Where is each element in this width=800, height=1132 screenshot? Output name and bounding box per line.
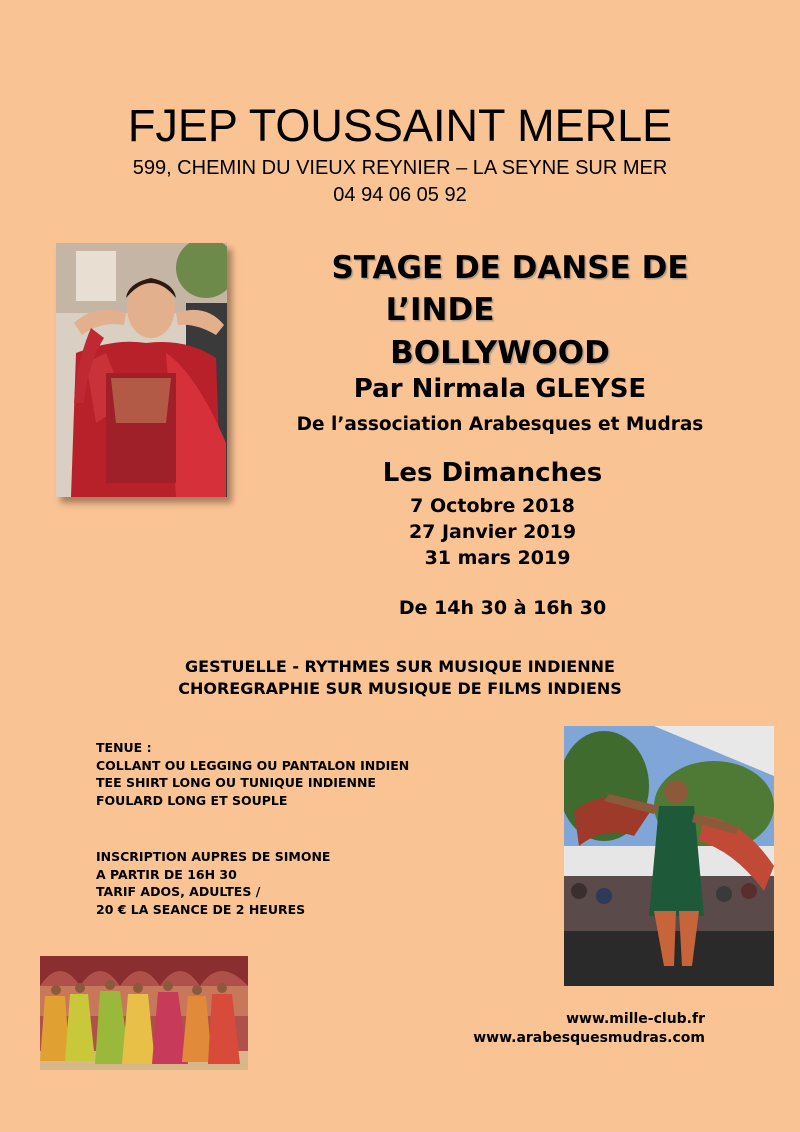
session-date: 31 mars 2019 <box>424 547 571 569</box>
event-title-line-2: L’INDE <box>385 292 495 328</box>
group-dance-photo <box>40 956 248 1070</box>
event-title-line-3: BOLLYWOOD <box>390 335 610 371</box>
outfit-item: TEE SHIRT LONG OU TUNIQUE INDIENNE <box>96 775 376 790</box>
registration-section <box>96 848 330 918</box>
registration-line: TARIF ADOS, ADULTES / <box>96 884 261 899</box>
outdoor-dance-photo <box>564 726 774 986</box>
event-title-line-1: STAGE DE DANSE DE <box>331 250 689 286</box>
dancer-portrait-photo <box>56 243 227 497</box>
outfit-section <box>96 739 409 809</box>
session-date: 7 Octobre 2018 <box>410 495 575 517</box>
association-name: De l’association Arabesques et Mudras <box>296 414 704 435</box>
organization-address: 599, CHEMIN DU VIEUX REYNIER – LA SEYNE SUR MER <box>132 157 668 179</box>
link-mille-club[interactable]: www.mille-club.fr <box>566 1011 705 1027</box>
registration-line: 20 € LA SEANCE DE 2 HEURES <box>96 901 306 917</box>
link-arabesques-mudras[interactable]: www.arabesquesmudras.com <box>473 1030 705 1046</box>
organization-name: FJEP TOUSSAINT MERLE <box>127 100 673 151</box>
outfit-heading: TENUE : <box>96 740 152 755</box>
registration-line: INSCRIPTION AUPRES DE SIMONE <box>96 849 331 864</box>
sessions-heading: Les Dimanches <box>382 458 603 488</box>
description-line-1: GESTUELLE - RYTHMES SUR MUSIQUE INDIENNE <box>185 657 615 676</box>
session-date: 27 Janvier 2019 <box>408 521 577 543</box>
session-time: De 14h 30 à 16h 30 <box>398 597 607 619</box>
organization-phone: 04 94 06 05 92 <box>333 184 467 206</box>
outfit-item: FOULARD LONG ET SOUPLE <box>96 792 288 808</box>
description-line-2: CHOREGRAPHIE SUR MUSIQUE DE FILMS INDIENS <box>178 679 622 698</box>
registration-line: A PARTIR DE 16H 30 <box>96 866 237 882</box>
outfit-item: COLLANT OU LEGGING OU PANTALON INDIEN <box>96 757 410 773</box>
instructor-name: Par Nirmala GLEYSE <box>353 374 647 404</box>
